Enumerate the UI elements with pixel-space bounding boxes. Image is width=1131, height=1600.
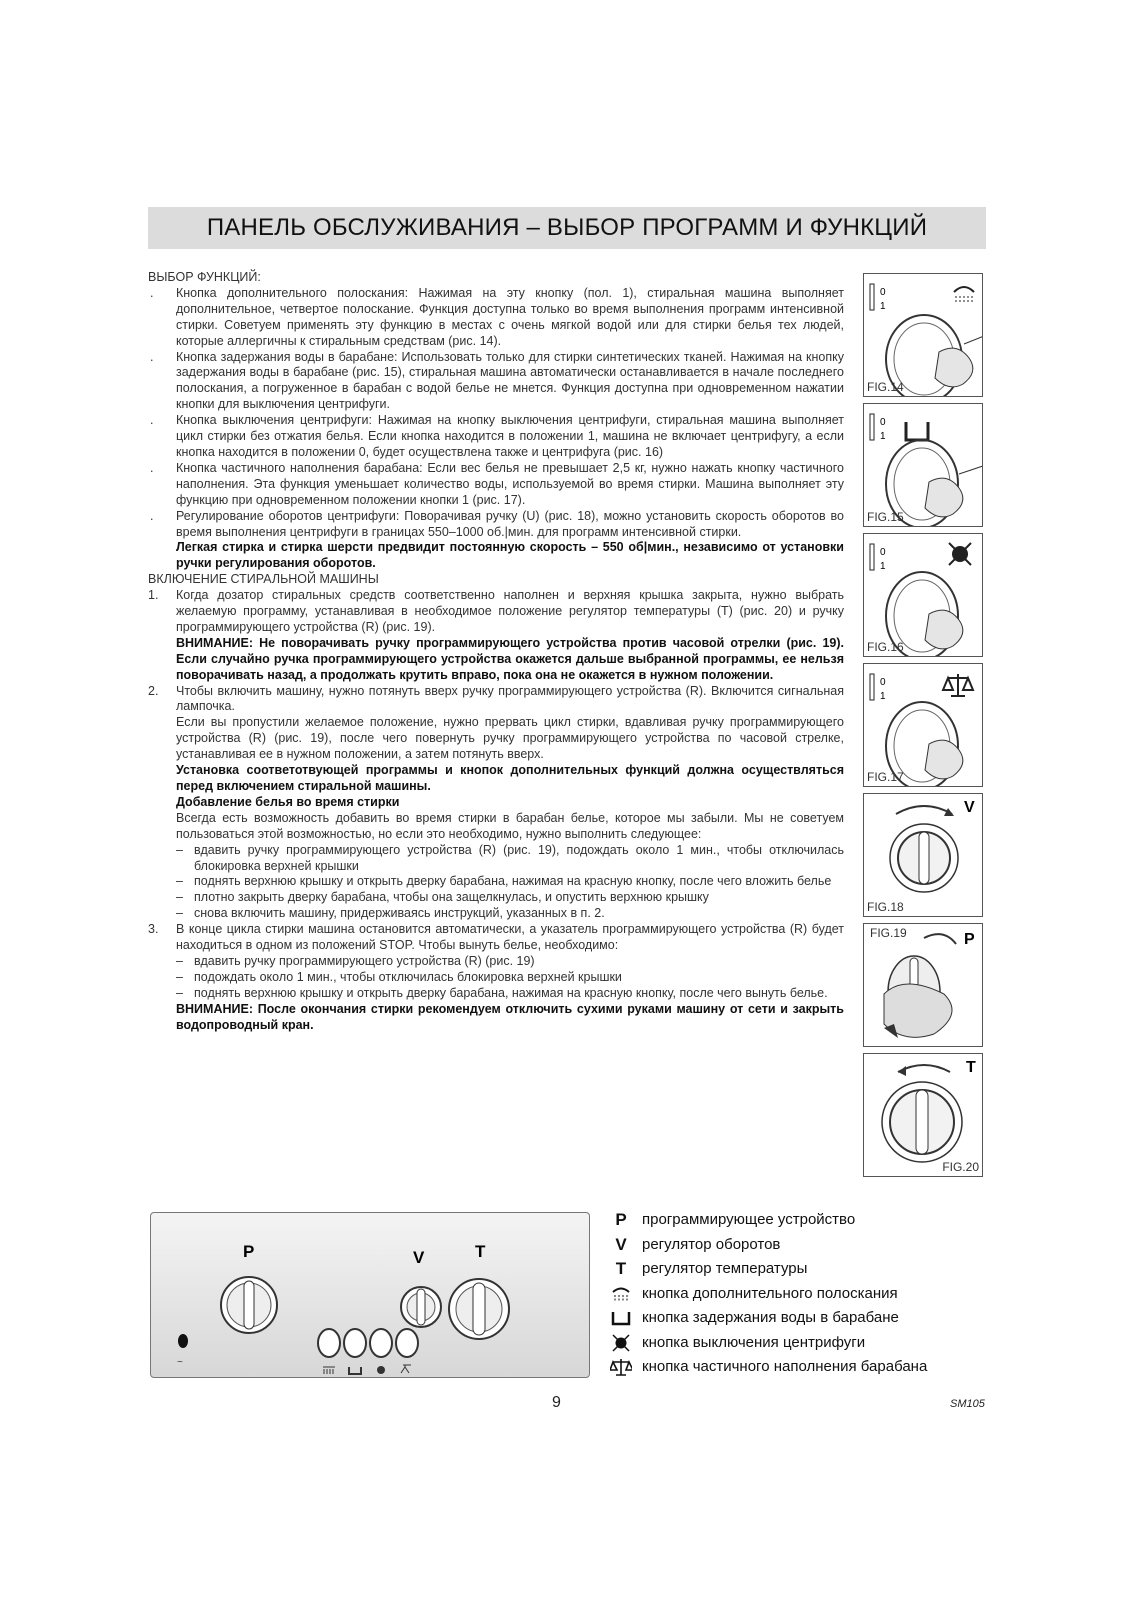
panel-label-t: T: [475, 1242, 486, 1261]
add-step: – снова включить машину, придерживаясь инструкций, указанных в п. 2.: [148, 906, 844, 922]
legend-symbol: V: [615, 1234, 627, 1254]
spin-speed-knob: [401, 1287, 441, 1327]
function-item-water-hold: . Кнопка задержания воды в барабане: Использовать только для стирки синтетических тканей. Нажимая на кнопку задержания воды в барабане (рис. 15), стиральная машина автоматически останавливается в начале последнего полоскания, а погруженное в барабан с водой белье не мнется. Функция доступна при одновременном нажатии кнопки для выключения центрифуги.: [148, 350, 844, 414]
unload-step: – вдавить ручку программирующего устройства (R) (рис. 19): [148, 954, 844, 970]
fig-label: FIG.19: [870, 926, 907, 940]
no-spin-icon: [606, 1334, 636, 1352]
add-step: – поднять верхнюю крышку и открыть дверку барабана, нажимая на красную кнопку, после чего вложить белье: [148, 874, 844, 890]
title-banner: [148, 207, 986, 249]
water-hold-icon: [606, 1310, 636, 1326]
legend-row: [606, 1257, 986, 1282]
legend-row: [606, 1355, 986, 1380]
switch-on-label: 1: [880, 301, 886, 312]
fig-20: [863, 1053, 983, 1177]
push-button-illustration: [864, 274, 983, 397]
legend-text: кнопка дополнительного полоскания: [642, 1284, 898, 1302]
legend-text: кнопка задержания воды в барабане: [642, 1309, 899, 1326]
add-laundry-text: Всегда есть возможность добавить во время стирки в барабан белье, которое мы забыли. Мы не советуем пользоваться этой возможностью, но если это необходимо, нужно выполнить следующее:: [176, 810, 844, 841]
fig-letter: P: [964, 931, 975, 948]
legend-text: регулятор температуры: [642, 1260, 808, 1277]
fig-label: FIG.16: [867, 640, 904, 654]
fig-label: FIG.18: [867, 900, 904, 914]
legend-row: [606, 1233, 986, 1258]
panel-legend: [606, 1208, 986, 1380]
svg-text:0: 0: [880, 677, 886, 688]
svg-text:0: 0: [880, 547, 886, 558]
function-item-no-spin: . Кнопка выключения центрифуги: Нажимая на кнопку выключения центрифуги, стиральная машина выполняет цикл стирки без отжатия белья. Если кнопка находится в положении 1, машина не включает центрифугу, а если кнопка находится в положении 0, будет осуществлена также и центрифуга (рис. 16): [148, 413, 844, 461]
fig-16: [863, 533, 983, 657]
legend-row: [606, 1282, 986, 1307]
legend-row: [606, 1208, 986, 1233]
svg-text:1: 1: [880, 691, 886, 702]
final-warning: ВНИМАНИЕ: После окончания стирки рекомендуем отключить сухими руками машину от сети и закрыть водопроводный кран.: [176, 1001, 844, 1032]
figures-column: [863, 273, 983, 1183]
add-step: – плотно закрыть дверку барабана, чтобы она защелкнулась, и опустить верхнюю крышку: [148, 890, 844, 906]
no-spin-icon: [949, 543, 971, 565]
legend-row: [606, 1306, 986, 1331]
fig-label: FIG.14: [867, 380, 904, 394]
fig-label: FIG.20: [942, 1160, 979, 1174]
control-panel-diagram: [150, 1212, 590, 1378]
fig-label: FIG.15: [867, 510, 904, 524]
svg-text:0: 0: [880, 417, 886, 428]
step-3: 3. В конце цикла стирки машина остановится автоматически, а указатель программирующего устройства (R) будет находиться в одном из положений STOP. Чтобы вынуть белье, необходимо:: [148, 922, 844, 953]
half-load-icon: [606, 1357, 636, 1377]
fig-label: FIG.17: [867, 770, 904, 784]
fig-19: [863, 923, 983, 1047]
legend-symbol: T: [615, 1259, 627, 1278]
panel-drawing: [151, 1213, 591, 1379]
switch-off-label: 0: [880, 287, 886, 298]
temperature-knob: [449, 1279, 509, 1339]
add-step: – вдавить ручку программирующего устройства (R) (рис. 19), подождать около 1 мин., чтобы отключилась блокировка верхней крышки: [148, 843, 844, 875]
temperature-knob-illustration: [864, 1054, 983, 1177]
rinse-icon: [954, 287, 974, 304]
fig-14: [863, 273, 983, 397]
function-item-spin-speed: . Регулирование оборотов центрифуги: Поворачивая ручку (U) (рис. 18), можно установить скорость оборотов во время выполнения центрифуги в границах 550–1000 об.|мин. для программ интенсивной стирки.: [148, 509, 844, 541]
step-2-missed: Если вы пропустили желаемое положение, нужно прервать цикл стирки, вдавливая ручку программирующего устройства (R) (рис. 19), после чего повернуть ручку программирующего устройства по часовой стрелке, устанавливая ее в нужном положении, а затем потянуть вверх.: [176, 715, 844, 762]
function-item-rinse: . Кнопка дополнительного полоскания: Нажимая на эту кнопку (пол. 1), стиральная машина выполняет дополнительное, четвертое полоскание. Функция доступна только во время выполнения программ интенсивной стирки. Советуем применять эту функцию в местах с очень мягкой водой или для стирки белья тех людей, которые аллергичны к стиральным средствам (рис. 14).: [148, 286, 844, 350]
fig-18: [863, 793, 983, 917]
panel-label-p: P: [243, 1242, 255, 1261]
legend-symbol: P: [615, 1210, 627, 1229]
fig-17: [863, 663, 983, 787]
rinse-icon: [606, 1285, 636, 1303]
svg-text:~: ~: [177, 1357, 183, 1368]
step-2-note: Установка соответотвующей программы и кнопок дополнительных функций должна осуществляться перед включением стиральной машины.: [176, 763, 844, 793]
push-button-illustration: [864, 664, 983, 787]
spin-knob-illustration: [864, 794, 983, 917]
legend-text: кнопка частичного наполнения барабана: [642, 1358, 928, 1375]
step-1-warning: ВНИМАНИЕ: Не поворачивать ручку программирующего устройства против часовой отрелки (рис. 19). Если случайно ручка программирующего устройства окажется дальше выбранной программы, ее нельзя поворачивать назад, а продолжать крутить вправо, пока она не окажется в нужном положении.: [176, 635, 844, 682]
main-text-column: [148, 270, 844, 1034]
page-number: 9: [552, 1394, 561, 1411]
indicator-lamp: [177, 1334, 188, 1368]
legend-text: регулятор оборотов: [642, 1235, 781, 1253]
legend-text: кнопка выключения центрифуги: [642, 1333, 866, 1351]
section-heading-start: ВКЛЮЧЕНИЕ СТИРАЛЬНОЙ МАШИНЫ: [148, 572, 379, 587]
panel-label-v: V: [413, 1248, 425, 1267]
push-button-illustration: [864, 404, 983, 527]
step-2: 2. Чтобы включить машину, нужно потянуть вверх ручку программирующего устройства (R). Включится сигнальная лампочка.: [148, 683, 844, 714]
legend-text: программирующее устройство: [642, 1211, 856, 1228]
spin-note: Легкая стирка и стирка шерсти предвидит постоянную скорость – 550 об|мин., независимо от установки ручки регулирования оборотов.: [176, 540, 844, 571]
svg-text:1: 1: [880, 431, 886, 442]
half-load-icon: [943, 674, 973, 696]
program-knob: [221, 1277, 277, 1333]
document-code: SM105: [950, 1398, 985, 1410]
section-heading-functions: ВЫБОР ФУНКЦИЙ:: [148, 270, 261, 284]
function-item-half-load: . Кнопка частичного наполнения барабана: Если вес белья не превышает 2,5 кг, нужно нажать кнопку частичного наполнения. Эта функция уменьшает количество воды, используемой во время стирки. Машина выполняет эту функцию при одновременном положении кнопки 1 (рис. 17).: [148, 461, 844, 509]
add-laundry-heading: Добавление белья во время стирки: [176, 794, 400, 809]
step-1: 1. Когда дозатор стиральных средств соответственно наполнен и верхняя крышка закрыта, нужно выбрать желаемую программу, устанавливая в необходимое положение регулятор температуры (Т) (рис. 20) и ручку программирующего устройства (R) (рис. 19).: [148, 588, 844, 634]
fig-15: [863, 403, 983, 527]
function-buttons: [318, 1329, 418, 1374]
water-hold-icon: [906, 422, 928, 440]
fig-letter: T: [966, 1059, 976, 1076]
svg-text:1: 1: [880, 561, 886, 572]
unload-step: – поднять верхнюю крышку и открыть дверку барабана, нажимая на красную кнопку, после чего вынуть белье.: [148, 986, 844, 1002]
unload-step: – подождать около 1 мин., чтобы отключилась блокировка верхней крышки: [148, 970, 844, 986]
page-title: ПАНЕЛЬ ОБСЛУЖИВАНИЯ – ВЫБОР ПРОГРАММ И ФУНКЦИЙ: [206, 214, 928, 241]
legend-row: [606, 1331, 986, 1356]
program-knob-illustration: [864, 924, 983, 1047]
fig-letter: V: [964, 799, 975, 816]
push-button-illustration: [864, 534, 983, 657]
